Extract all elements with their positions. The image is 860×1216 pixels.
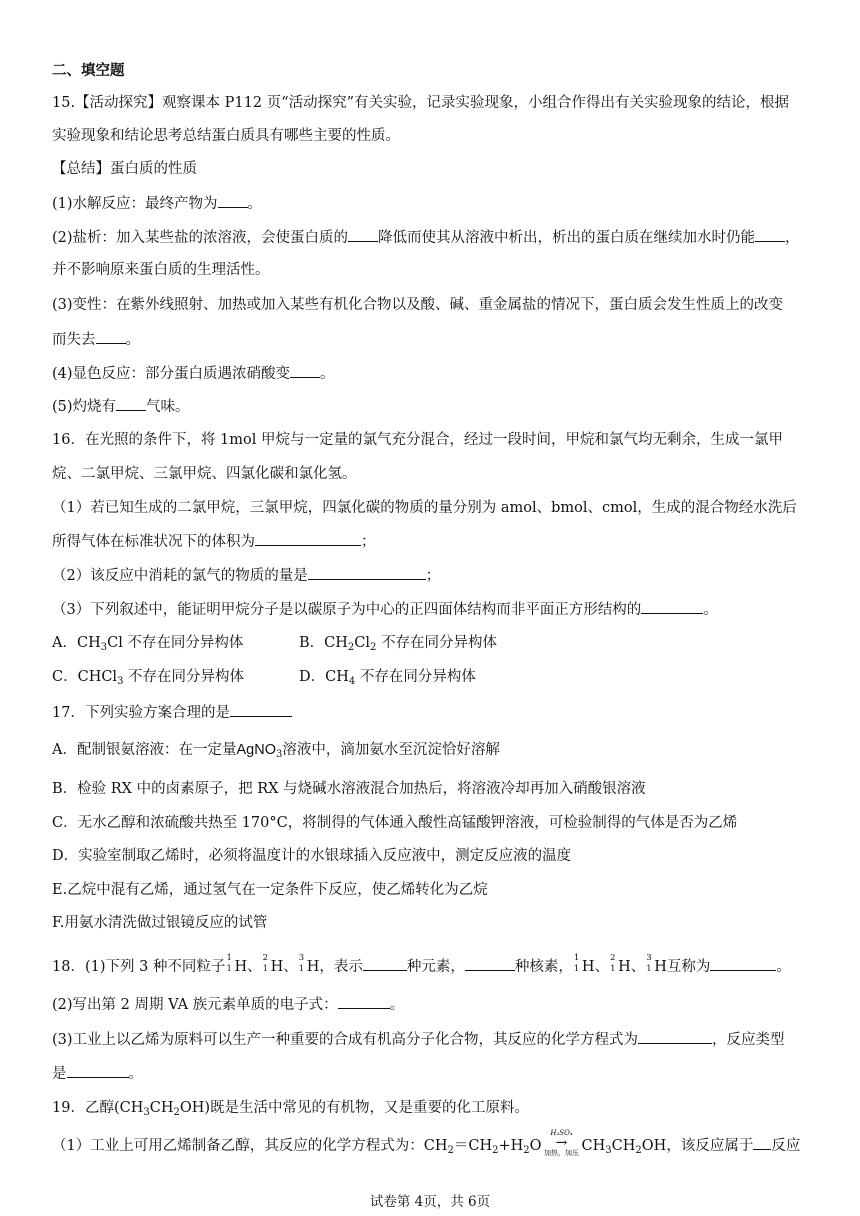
- text: ；: [361, 534, 376, 550]
- q15-part1: [52, 193, 262, 214]
- separator: 、: [630, 959, 646, 975]
- subscript: 4: [348, 676, 356, 687]
- q15-line2: 实验现象和结论思考总结蛋白质具有哪些主要的性质。: [52, 128, 400, 144]
- q16-option-b: [299, 633, 497, 653]
- mass-number: 2: [262, 953, 269, 963]
- condition-label: 加热，加压: [544, 1149, 580, 1157]
- text: (2)写出第 2 周期 VA 族元素单质的电子式：: [52, 997, 338, 1013]
- text: 。: [128, 1066, 143, 1082]
- answer-blank: [641, 599, 703, 614]
- q15-part3-cont: [52, 329, 140, 350]
- text: A．配制银氨溶液：在一定量: [52, 742, 237, 758]
- q19-line1: [52, 1098, 529, 1118]
- q18-part1: [52, 953, 791, 977]
- text: A．CH: [52, 635, 101, 651]
- section-title: 二、填空题: [52, 62, 125, 79]
- q15-summary: 【总结】蛋白质的性质: [52, 161, 197, 177]
- mass-number: 1: [226, 953, 232, 963]
- q18-part3: [52, 1029, 785, 1050]
- formula: AgNO: [236, 742, 276, 758]
- isotope-h3: [645, 953, 654, 974]
- q16-line1: 16．在光照的条件下，将 1mol 甲烷与一定量的氯气充分混合，经过一段时间，甲烷和氯气均无剩余，生成一氯甲: [52, 432, 784, 448]
- isotope-h2: [609, 953, 618, 974]
- element-symbol: H: [270, 959, 284, 975]
- text: 。: [125, 332, 140, 348]
- q16-option-c: [52, 667, 244, 687]
- text: (2)盐析：加入某些盐的浓溶液，会使蛋白质的: [52, 230, 349, 246]
- subscript: 2: [447, 1145, 454, 1156]
- reaction-arrow: [542, 1129, 582, 1157]
- text: 种元素，: [406, 959, 465, 975]
- text: (5)灼烧有: [52, 399, 117, 415]
- mass-number: 2: [610, 953, 616, 963]
- page-footer: 试卷第 4页，共 6页: [369, 1194, 491, 1210]
- q16-option-d: [299, 667, 476, 687]
- text: 降低而使其从溶液中析出，析出的蛋白质在继续加水时仍能: [378, 230, 756, 246]
- answer-blank: [710, 956, 776, 971]
- text: CH: [581, 1138, 606, 1154]
- text: D．CH: [299, 669, 349, 685]
- text: O: [529, 1138, 542, 1154]
- text: （1）工业上可用乙烯制备乙醇，其反应的化学方程式为：CH: [52, 1138, 448, 1154]
- answer-blank: [755, 227, 785, 242]
- text: CH: [611, 1138, 636, 1154]
- text: B．CH: [299, 635, 348, 651]
- q15-part5: [52, 396, 190, 417]
- q17-option-e: E.乙烷中混有乙烯，通过氢气在一定条件下反应，使乙烯转化为乙烷: [52, 882, 488, 898]
- isotope-h1: [573, 953, 582, 974]
- atomic-number: 1: [646, 964, 652, 974]
- text: 17．下列实验方案合理的是: [52, 705, 230, 721]
- text: (4)显色反应：部分蛋白质遇浓硝酸变: [52, 366, 291, 382]
- answer-blank: [638, 1029, 712, 1044]
- answer-blank: [308, 565, 426, 580]
- text: Cl 不存在同分异构体: [107, 635, 244, 651]
- text: 。: [703, 602, 718, 618]
- text: 而失去: [52, 332, 96, 348]
- text: 18．(1)下列 3 种不同粒子: [52, 959, 226, 975]
- text: OH)既是生活中常见的有机物，又是重要的化工原料。: [179, 1100, 530, 1116]
- atomic-number: 1: [298, 964, 305, 974]
- answer-blank: [96, 329, 126, 344]
- q16-part1-cont: [52, 531, 376, 552]
- q19-part1: [52, 1129, 801, 1157]
- q17-option-c: C．无水乙醇和浓硫酸共热至 170°C，将制得的气体通入酸性高锰酸钾溶液，可检验制得的气体是否为乙烯: [52, 815, 738, 831]
- q17-stem: [52, 702, 292, 723]
- text: 种核素，: [514, 959, 573, 975]
- text: C．CHCl: [52, 669, 118, 685]
- mass-number: 3: [646, 953, 652, 963]
- subscript: 3: [143, 1107, 150, 1118]
- subscript: 3: [117, 676, 124, 687]
- subscript: 2: [523, 1145, 530, 1156]
- text: 气味。: [146, 399, 190, 415]
- q15-part2: [52, 227, 800, 248]
- subscript: 2: [370, 642, 377, 653]
- subscript: 3: [275, 749, 283, 760]
- text: (3)工业上以乙烯为原料可以生产一种重要的合成有机高分子化合物，其反应的化学方程式为: [52, 1032, 639, 1048]
- subscript: 2: [173, 1107, 180, 1118]
- text: 溶液中，滴加氨水至沉淀恰好溶解: [282, 742, 500, 758]
- text: 互称为: [666, 959, 711, 975]
- text: Cl: [354, 635, 371, 651]
- text: （3）下列叙述中，能证明甲烷分子是以碳原子为中心的正四面体结构而非平面正方形结构的: [52, 602, 642, 618]
- atomic-number: 1: [573, 964, 580, 974]
- text: ，: [785, 230, 800, 246]
- element-symbol: H: [581, 959, 595, 975]
- mass-number: 1: [573, 953, 580, 963]
- text: 不存在同分异构体: [123, 669, 245, 685]
- text: CH: [149, 1100, 174, 1116]
- q16-part1: （1）若已知生成的二氯甲烷，三氯甲烷，四氯化碳的物质的量分别为 amol、bmol、cmol，生成的混合物经水洗后: [52, 500, 797, 516]
- text: 。: [389, 997, 405, 1013]
- q17-option-f: F.用氨水清洗做过银镜反应的试管: [52, 915, 268, 931]
- answer-blank: [363, 956, 407, 971]
- q18-part2: [52, 994, 404, 1015]
- atomic-number: 1: [610, 964, 616, 974]
- subscript: 3: [605, 1145, 612, 1156]
- text: ；: [425, 568, 441, 584]
- q18-part3-cont: [52, 1063, 143, 1084]
- text: 所得气体在标准状况下的体积为: [52, 534, 255, 550]
- element-symbol: H: [234, 959, 248, 975]
- answer-blank: [290, 363, 320, 378]
- atomic-number: 1: [226, 964, 232, 974]
- text: OH，该反应属于: [641, 1138, 754, 1154]
- q15-part2-cont: 并不影响原来蛋白质的生理活性。: [52, 262, 270, 278]
- isotope-h1: [225, 953, 234, 974]
- q17-option-d: D．实验室制取乙烯时，必须将温度计的水银球插入反应液中，测定反应液的温度: [52, 848, 572, 864]
- subscript: 2: [492, 1145, 499, 1156]
- q15-part3: (3)变性：在紫外线照射、加热或加入某些有机化合物以及酸、碱、重金属盐的情况下，蛋白质会发生性质上的改变: [52, 297, 784, 313]
- q15-line1: 15.【活动探究】观察课本 P112 页“活动探究”有关实验，记录实验现象，小组合作得出有关实验现象的结论，根据: [52, 95, 790, 111]
- text: 19．乙醇(CH: [52, 1100, 144, 1116]
- answer-blank: [218, 193, 248, 208]
- separator: 、: [247, 959, 262, 975]
- element-symbol: H: [618, 959, 631, 975]
- text: 。: [247, 196, 263, 212]
- text: 不存在同分异构体: [376, 635, 497, 651]
- isotope-h2: [262, 953, 271, 974]
- text: 不存在同分异构体: [355, 669, 476, 685]
- answer-blank: [465, 956, 515, 971]
- q17-option-a: [52, 740, 500, 760]
- answer-blank: [338, 994, 390, 1009]
- arrow-icon: →: [555, 1135, 568, 1151]
- answer-blank: [67, 1063, 129, 1078]
- subscript: 2: [635, 1145, 642, 1156]
- element-symbol: H: [306, 959, 320, 975]
- text: 是: [52, 1066, 67, 1082]
- subscript: 2: [347, 642, 355, 653]
- answer-blank: [255, 531, 361, 546]
- text: ，反应类型: [712, 1032, 785, 1048]
- q16-part3: [52, 599, 718, 620]
- q15-part4: [52, 363, 335, 384]
- q17-option-b: B．检验 RX 中的卤素原子，把 RX 与烧碱水溶液混合加热后，将溶液冷却再加入硝酸银溶液: [52, 781, 646, 797]
- q16-option-a: [52, 633, 243, 653]
- text: 。: [776, 959, 791, 975]
- separator: 、: [594, 959, 610, 975]
- answer-blank: [116, 396, 146, 411]
- answer-blank: [348, 227, 378, 242]
- isotope-h3: [298, 953, 307, 974]
- answer-blank: [230, 702, 292, 717]
- text: ＝CH: [453, 1138, 493, 1154]
- text: +H: [498, 1138, 524, 1154]
- text: (1)水解反应：最终产物为: [52, 196, 218, 212]
- text: （2）该反应中消耗的氯气的物质的量是: [52, 568, 308, 584]
- text: ，表示: [319, 959, 363, 975]
- q16-line2: 烷、二氯甲烷、三氯甲烷、四氯化碳和氯化氢。: [52, 466, 357, 482]
- text: 。: [320, 366, 335, 382]
- atomic-number: 1: [262, 964, 269, 974]
- answer-blank: [753, 1135, 771, 1150]
- element-symbol: H: [654, 959, 667, 975]
- mass-number: 3: [298, 953, 305, 963]
- catalyst-label: H₂SO₄: [550, 1129, 573, 1137]
- separator: 、: [283, 959, 298, 975]
- subscript: 3: [100, 642, 108, 653]
- text: 反应: [771, 1138, 801, 1154]
- q16-part2: [52, 565, 440, 586]
